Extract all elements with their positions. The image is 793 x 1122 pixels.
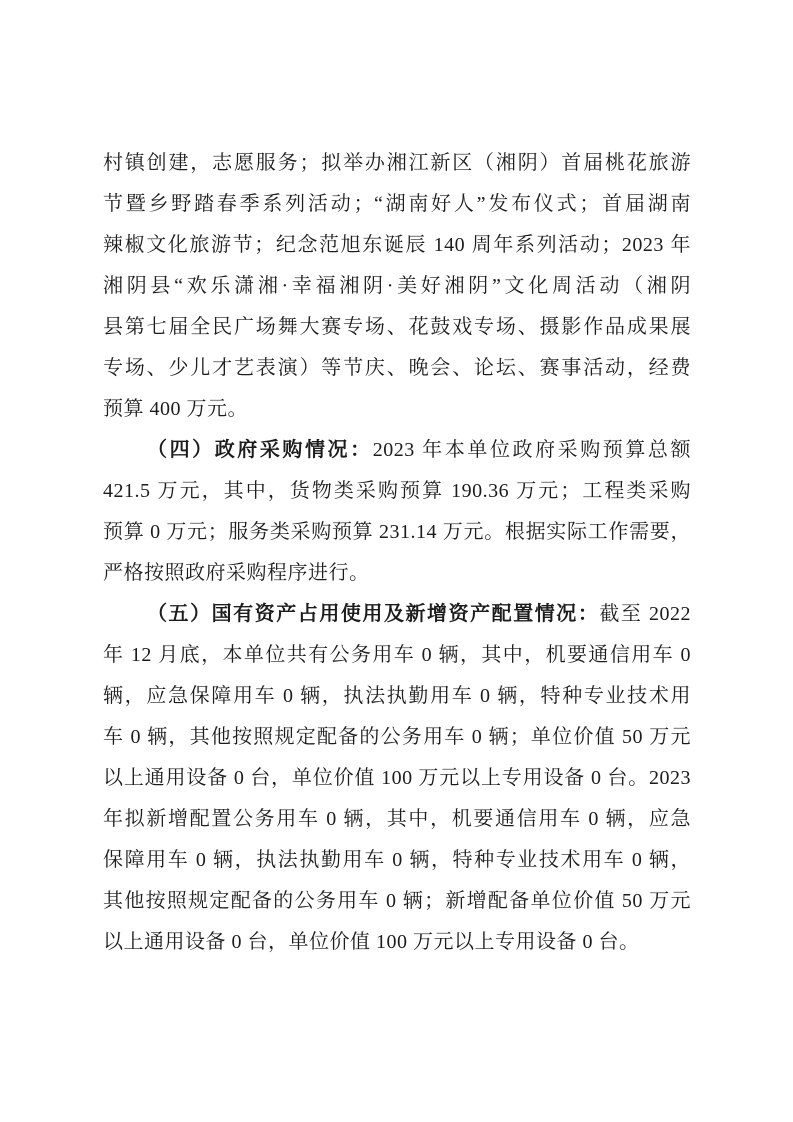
- text-line-4: [103, 266, 691, 307]
- text-run: 年 12 月底，本单位共有公务用车 0 辆，其中，机要通信用车 0: [103, 644, 691, 666]
- text-line-8: [103, 430, 691, 471]
- text-line-16: [103, 758, 691, 799]
- text-run: 截至 2022: [599, 603, 692, 625]
- document-text-block: [103, 143, 691, 963]
- text-line-1: [103, 143, 691, 184]
- text-line-9: [103, 471, 691, 512]
- text-line-17: [103, 799, 691, 840]
- text-line-15: [103, 717, 691, 758]
- text-line-11: [103, 553, 691, 594]
- text-line-14: [103, 676, 691, 717]
- text-run: 湘阴县“欢乐潇湘·幸福湘阴·美好湘阴”文化周活动（湘阴: [103, 275, 691, 297]
- text-line-2: [103, 184, 691, 225]
- text-line-19: [103, 881, 691, 922]
- text-run: 节暨乡野踏春季系列活动；“湖南好人”发布仪式；首届湖南: [103, 193, 691, 215]
- text-run: 辆，应急保障用车 0 辆，执法执勤用车 0 辆，特种专业技术用: [103, 685, 691, 707]
- text-run: 专场、少儿才艺表演）等节庆、晚会、论坛、赛事活动，经费: [103, 357, 691, 379]
- text-run: 421.5 万元，其中，货物类采购预算 190.36 万元；工程类采购: [103, 480, 691, 502]
- text-line-20: [103, 922, 691, 963]
- section-heading-4: （四）政府采购情况：: [147, 439, 373, 461]
- text-line-7: [103, 389, 691, 430]
- text-run: 严格按照政府采购程序进行。: [103, 562, 370, 584]
- text-line-6: [103, 348, 691, 389]
- text-run: 保障用车 0 辆，执法执勤用车 0 辆，特种专业技术用车 0 辆，: [103, 849, 691, 871]
- text-run: 车 0 辆，其他按照规定配备的公务用车 0 辆；单位价值 50 万元: [103, 726, 691, 748]
- text-run: 县第七届全民广场舞大赛专场、花鼓戏专场、摄影作品成果展: [103, 316, 691, 338]
- text-run: 以上通用设备 0 台，单位价值 100 万元以上专用设备 0 台。2023: [103, 767, 691, 789]
- text-run: 预算 400 万元。: [103, 398, 248, 420]
- text-line-5: [103, 307, 691, 348]
- text-line-10: [103, 512, 691, 553]
- text-run: 2023 年本单位政府采购预算总额: [372, 439, 692, 461]
- text-line-13: [103, 635, 691, 676]
- text-run: 其他按照规定配备的公务用车 0 辆；新增配备单位价值 50 万元: [103, 890, 691, 912]
- text-run: 预算 0 万元；服务类采购预算 231.14 万元。根据实际工作需要，: [103, 521, 691, 543]
- text-line-18: [103, 840, 691, 881]
- text-run: 村镇创建，志愿服务；拟举办湘江新区（湘阴）首届桃花旅游: [103, 152, 691, 174]
- text-run: 辣椒文化旅游节；纪念范旭东诞辰 140 周年系列活动；2023 年: [103, 234, 691, 256]
- text-line-12: [103, 594, 691, 635]
- text-run: 年拟新增配置公务用车 0 辆，其中，机要通信用车 0 辆，应急: [103, 808, 691, 830]
- text-run: 以上通用设备 0 台，单位价值 100 万元以上专用设备 0 台。: [103, 931, 640, 953]
- text-line-3: [103, 225, 691, 266]
- section-heading-5: （五）国有资产占用使用及新增资产配置情况：: [147, 603, 600, 625]
